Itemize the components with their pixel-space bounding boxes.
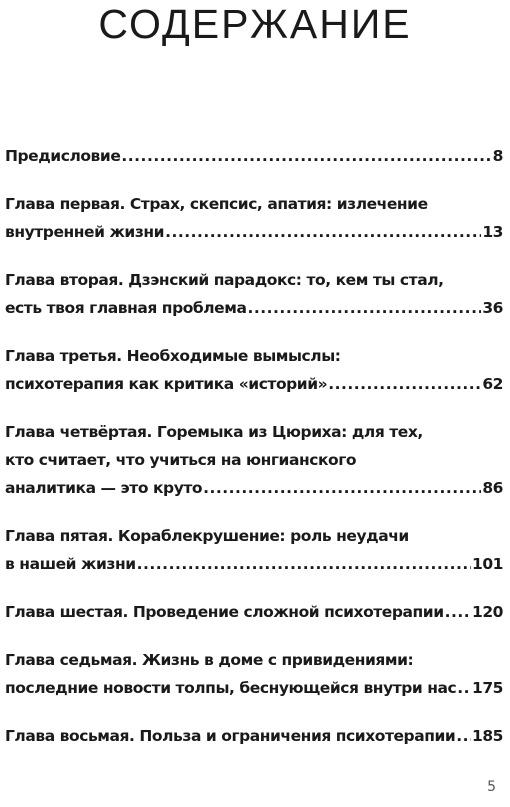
dot-leader bbox=[445, 598, 471, 626]
toc-entry-chapter-4 bbox=[5, 418, 503, 502]
dot-leader bbox=[457, 674, 471, 702]
toc-page-number: 120 bbox=[471, 603, 503, 621]
toc-entry-title-line: Глава вторая. Дзэнский парадокс: то, кем ты стал, bbox=[5, 271, 444, 289]
toc-page-number: 86 bbox=[482, 479, 503, 497]
toc-entry-chapter-3 bbox=[5, 342, 503, 398]
toc-entry-title-line: Глава первая. Страх, скепсис, апатия: излечение bbox=[5, 195, 428, 213]
table-of-contents bbox=[5, 142, 503, 770]
toc-entry-title: Глава восьмая. Польза и ограничения психотерапии bbox=[5, 727, 456, 745]
dot-leader bbox=[328, 370, 481, 398]
dot-leader bbox=[165, 218, 481, 246]
toc-entry-title: Глава шестая. Проведение сложной психотерапии bbox=[5, 603, 444, 621]
toc-entry-preface bbox=[5, 142, 503, 170]
toc-entry-chapter-1 bbox=[5, 190, 503, 246]
toc-entry-title-line: Глава пятая. Кораблекрушение: роль неудачи bbox=[5, 527, 409, 545]
toc-entry-chapter-8 bbox=[5, 722, 503, 750]
toc-entry-title-line: аналитика — это круто bbox=[5, 479, 203, 497]
toc-entry-title-line: есть твоя главная проблема bbox=[5, 299, 247, 317]
toc-entry-title-line: внутренней жизни bbox=[5, 223, 165, 241]
toc-entry-title-line: Глава седьмая. Жизнь в доме с привидениями: bbox=[5, 651, 414, 669]
toc-entry-chapter-5 bbox=[5, 522, 503, 578]
toc-entry-title: Предисловие bbox=[5, 147, 121, 165]
toc-page-number: 175 bbox=[471, 679, 503, 697]
toc-entry-title-line: Глава третья. Необходимые вымыслы: bbox=[5, 347, 341, 365]
dot-leader bbox=[137, 550, 471, 578]
page-title: СОДЕРЖАНИЕ bbox=[98, 1, 412, 47]
toc-entry-title-line: Глава четвёртая. Горемыка из Цюриха: для тех, bbox=[5, 423, 423, 441]
toc-entry-chapter-7 bbox=[5, 646, 503, 702]
toc-page-number: 62 bbox=[482, 375, 503, 393]
toc-entry-title-line: последние новости толпы, беснующейся внутри нас bbox=[5, 679, 457, 697]
page-number: 5 bbox=[487, 779, 496, 795]
dot-leader bbox=[456, 722, 471, 750]
toc-entry-chapter-6 bbox=[5, 598, 503, 626]
toc-entry-title-line: психотерапия как критика «историй» bbox=[5, 375, 328, 393]
toc-entry-title-line: в нашей жизни bbox=[5, 555, 136, 573]
toc-page-number: 101 bbox=[471, 555, 503, 573]
dot-leader bbox=[203, 474, 481, 502]
dot-leader bbox=[121, 142, 491, 170]
toc-entry-chapter-2 bbox=[5, 266, 503, 322]
toc-page-number: 36 bbox=[482, 299, 503, 317]
dot-leader bbox=[247, 294, 481, 322]
toc-page-number: 8 bbox=[492, 147, 503, 165]
toc-page-number: 185 bbox=[471, 727, 503, 745]
toc-page-number: 13 bbox=[482, 223, 503, 241]
toc-entry-title-line: кто считает, что учиться на юнгианского bbox=[5, 451, 357, 469]
